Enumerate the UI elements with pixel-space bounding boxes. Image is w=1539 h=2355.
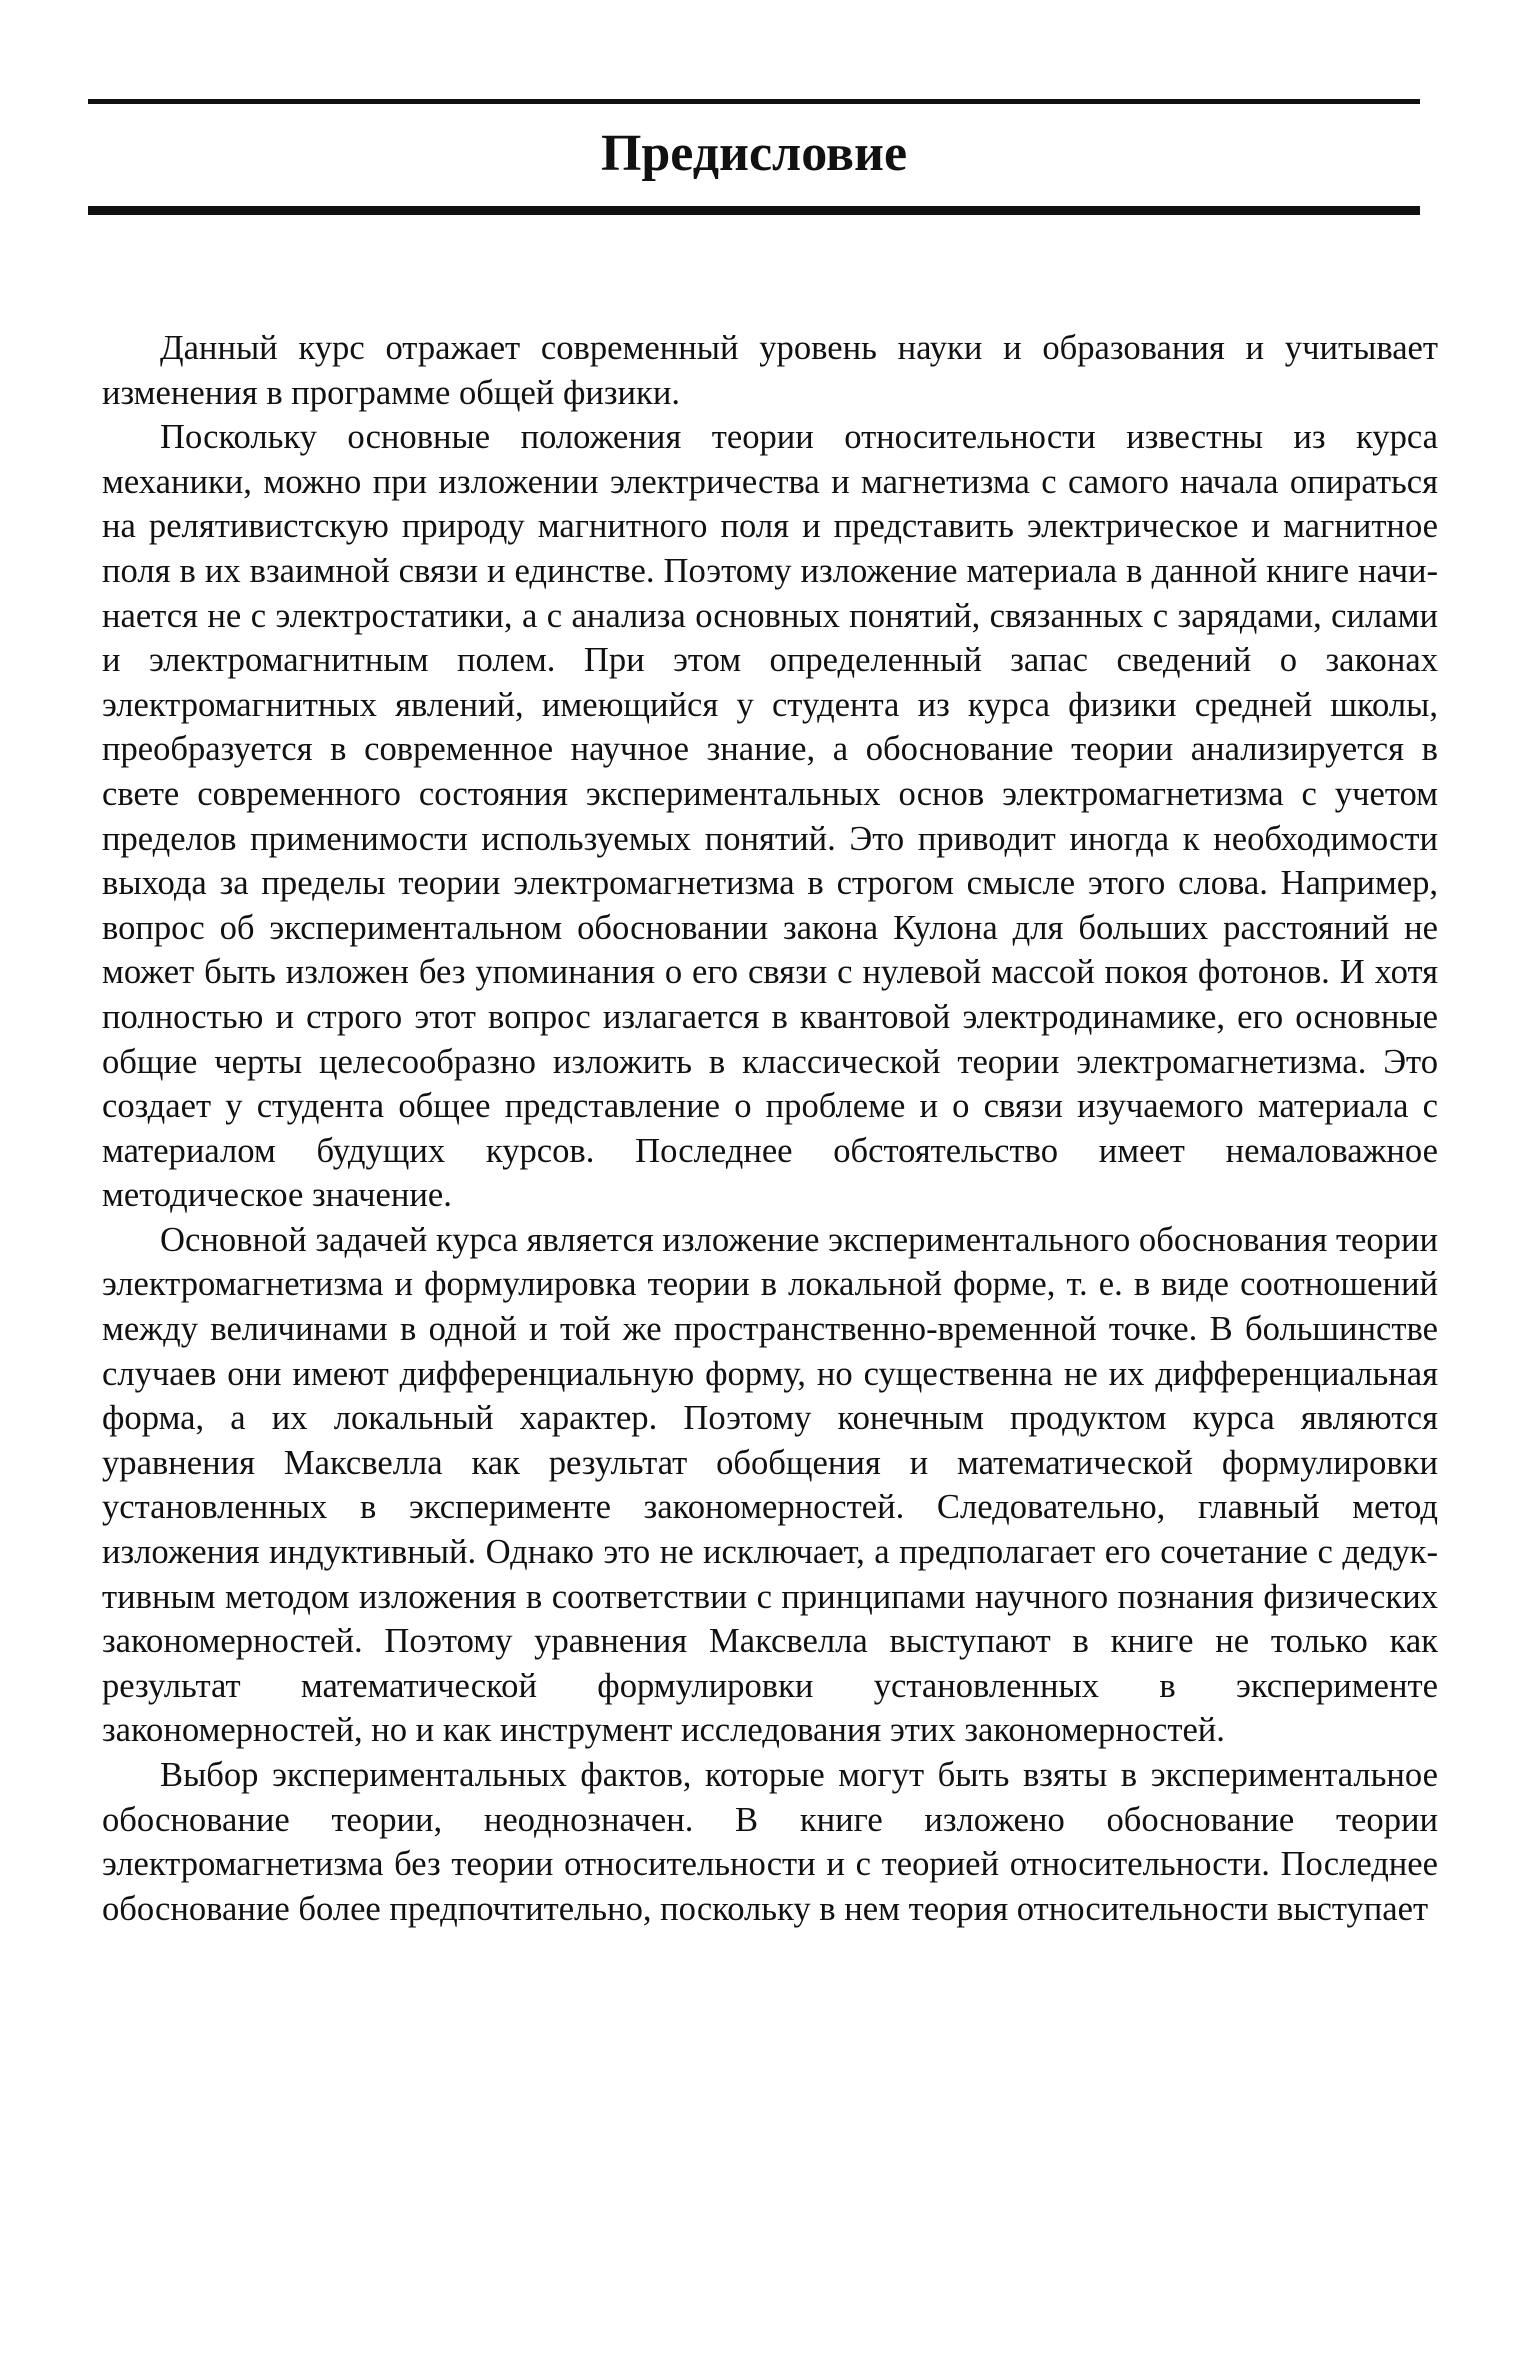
page-title: Предисловие [600,125,908,182]
paragraph-4: Выбор экспериментальных фактов, которые могут быть взяты в экспериментальное обоснование теории, неоднозначен. В книге изложено обоснование теории электромагнетизма без теории относительности и с теорией относительности. Последнее обоснование более предпочтительно, поскольку в нем теория относительности выступает [102,1756,1438,1928]
paragraph-3: Основной задачей курса является изложение экспериментального обоснования теории электромагнетизма и формулировка теории в локальной форме, т. е. в виде соотношений между величинами в одной и той же пространственно-временной точке. В большинстве случаев они имеют дифференциальную форму, но существенна не их дифференциальная форма, а их локальный характер. Поэтому конечным продуктом курса являются уравнения Максвелла как результат обобщения и математической формулировки установленных в эксперименте закономерностей. Следовательно, главный метод изложения индуктивный. Однако это не исключает, а предполагает его сочетание с дедуктивным методом изложения в соответствии с принципами научного познания физических закономерностей. Поэтому уравнения Максвелла выступают в книге не только как результат математической формулировки установленных в эксперименте закономерностей, но и как инструмент исследования этих закономерностей. [102,1220,1438,1750]
preface-text [102,326,1438,1931]
paragraph-2: Поскольку основные положения теории относительности известны из курса механики, можно при изложении электричества и магнетизма с самого начала опираться на релятивистскую природу магнитного поля и представить электрическое и магнитное поля в их взаимной связи и единстве. Поэтому изложение материала в данной книге начинается не с электростатики, а с анализа основных понятий, связанных с зарядами, силами и электромагнитным полем. При этом определенный запас сведений о законах электромагнитных явлений, имеющийся у студента из курса физики средней школы, преобразуется в современное научное знание, а обоснование теории анализируется в свете современного состояния экспериментальных основ электромагнетизма с учетом пределов применимости используемых понятий. Это приводит иногда к необходимости выхода за пределы теории электромагнетизма в строгом смысле этого слова. Например, вопрос об экспериментальном обосновании закона Кулона для больших расстояний не может быть изложен без упоминания о его связи с нулевой массой покоя фотонов. И хотя полностью и строго этот вопрос излагается в квантовой электродинамике, его основные общие черты целесообразно изложить в классической теории электромагнетизма. Это создает у студента общее представление о проблеме и о связи изучаемого материала с материалом будущих курсов. Последнее обстоятельство имеет немаловажное методическое значение. [102,418,1438,1215]
paragraph-1: Данный курс отражает современный уровень науки и образования и учитывает изменения в программе общей физики. [102,329,1438,412]
header-rule-bottom [88,206,1420,215]
header-rule-top [88,99,1420,104]
